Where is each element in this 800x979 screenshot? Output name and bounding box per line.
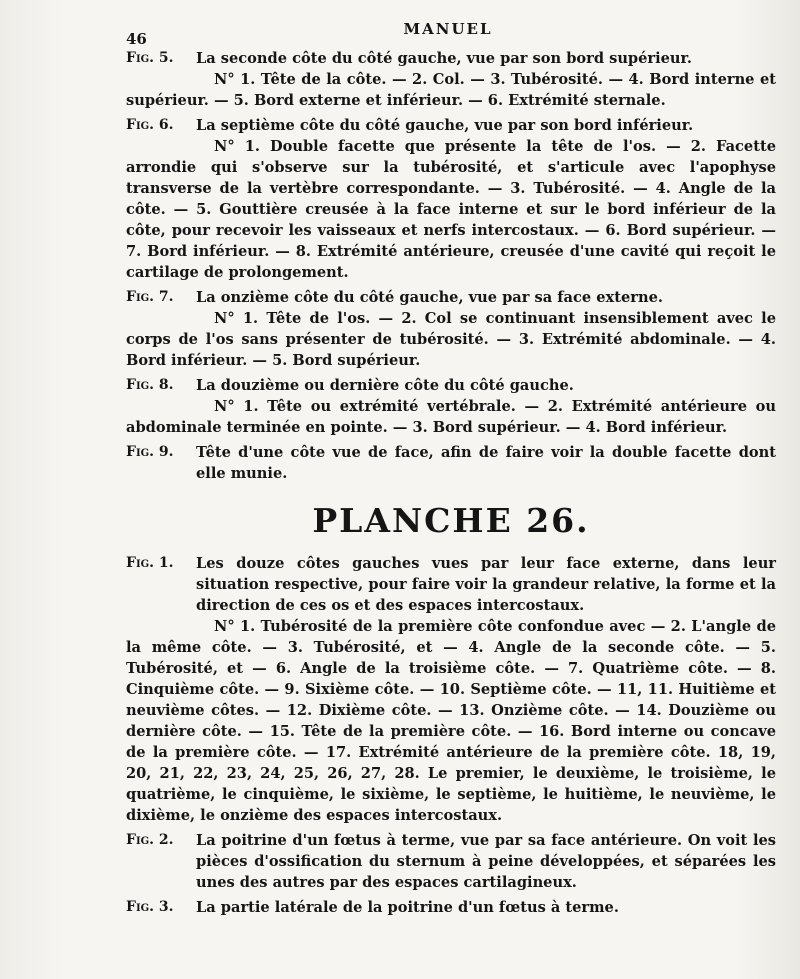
figure-caption: La douzième ou dernière côte du côté gauche. <box>196 377 574 394</box>
figure-entry-8 <box>126 375 776 438</box>
figure-label: Fig. 3. <box>126 899 174 915</box>
figure-entry-7 <box>126 287 776 371</box>
figure-caption: Les douze côtes gauches vues par leur face externe, dans leur situation respective, pour faire voir la grandeur relative, la forme et la direction de ces os et des espaces intercostaux. <box>196 555 776 614</box>
figure-entry-plate26-3 <box>126 897 776 918</box>
page-number: 46 <box>126 30 147 48</box>
figure-label: Fig. 5. <box>126 50 174 66</box>
page-content <box>126 48 776 922</box>
figure-caption: La partie latérale de la poitrine d'un fœtus à terme. <box>196 899 619 916</box>
figure-detail: N° 1. Tête de l'os. — 2. Col se continuant insensiblement avec le corps de l'os sans présenter de tubérosité. — 3. Extrémité abdominale. — 4. Bord inférieur. — 5. Bord supérieur. <box>126 310 776 369</box>
figure-entry-5 <box>126 48 776 111</box>
figure-label: Fig. 7. <box>126 289 174 305</box>
figure-detail: N° 1. Tête de la côte. — 2. Col. — 3. Tubérosité. — 4. Bord interne et supérieur. — 5. Bord externe et inférieur. — 6. Extrémité sternale. <box>126 71 776 109</box>
figure-entry-9 <box>126 442 776 484</box>
page-header <box>126 20 770 48</box>
figure-entry-plate26-2 <box>126 830 776 893</box>
figure-label: Fig. 6. <box>126 117 174 133</box>
figure-label: Fig. 2. <box>126 832 174 848</box>
figure-label: Fig. 1. <box>126 555 174 571</box>
figure-label: Fig. 9. <box>126 444 174 460</box>
figure-caption: La poitrine d'un fœtus à terme, vue par sa face antérieure. On voit les pièces d'ossification du sternum à peine développées, et séparées les unes des autres par des espaces cartilagineux. <box>196 832 776 891</box>
plate-title: PLANCHE 26. <box>312 501 590 540</box>
figure-detail: N° 1. Double facette que présente la tête de l'os. — 2. Facette arrondie qui s'observe sur la tubérosité, et s'articule avec l'apophyse transverse de la vertèbre correspondante. — 3. Tubérosité. — 4. Angle de la côte. — 5. Gouttière creusée à la face interne et sur le bord inférieur de la côte, pour recevoir les vaisseaux et nerfs intercostaux. — 6. Bord supérieur. — 7. Bord inférieur. — 8. Extrémité antérieure, creusée d'une cavité qui reçoit le cartilage de prolongement. <box>126 138 776 281</box>
figure-entry-6 <box>126 115 776 283</box>
figure-caption: La septième côte du côté gauche, vue par son bord inférieur. <box>196 117 694 134</box>
figure-detail: N° 1. Tubérosité de la première côte confondue avec — 2. L'angle de la même côte. — 3. Tubérosité, et — 4. Angle de la seconde côte. — 5. Tubérosité, et — 6. Angle de la troisième côte. — 7. Quatrième côte. — 8. Cinquième côte. — 9. Sixième côte. — 10. Septième côte. — 11, 11. Huitième et neuvième côtes. — 12. Dixième côte. — 13. Onzième côte. — 14. Douzième ou dernière côte. — 15. Tête de la première côte. — 16. Bord interne ou concave de la première côte. — 17. Extrémité antérieure de la première côte. 18, 19, 20, 21, 22, 23, 24, 25, 26, 27, 28. Le premier, le deuxième, le troisième, le quatrième, le cinquième, le sixième, le septième, le huitième, le neuvième, le dixième, le onzième des espaces intercostaux. <box>126 618 776 824</box>
figure-detail: N° 1. Tête ou extrémité vertébrale. — 2. Extrémité antérieure ou abdominale terminée en pointe. — 3. Bord supérieur. — 4. Bord inférieur. <box>126 398 776 436</box>
figure-label: Fig. 8. <box>126 377 174 393</box>
figure-caption: La seconde côte du côté gauche, vue par son bord supérieur. <box>196 50 692 67</box>
figure-entry-plate26-1 <box>126 553 776 826</box>
figure-caption: Tête d'une côte vue de face, afin de faire voir la double facette dont elle munie. <box>196 444 776 482</box>
figure-caption: La onzième côte du côté gauche, vue par sa face externe. <box>196 289 663 306</box>
running-head: MANUEL <box>403 20 493 38</box>
